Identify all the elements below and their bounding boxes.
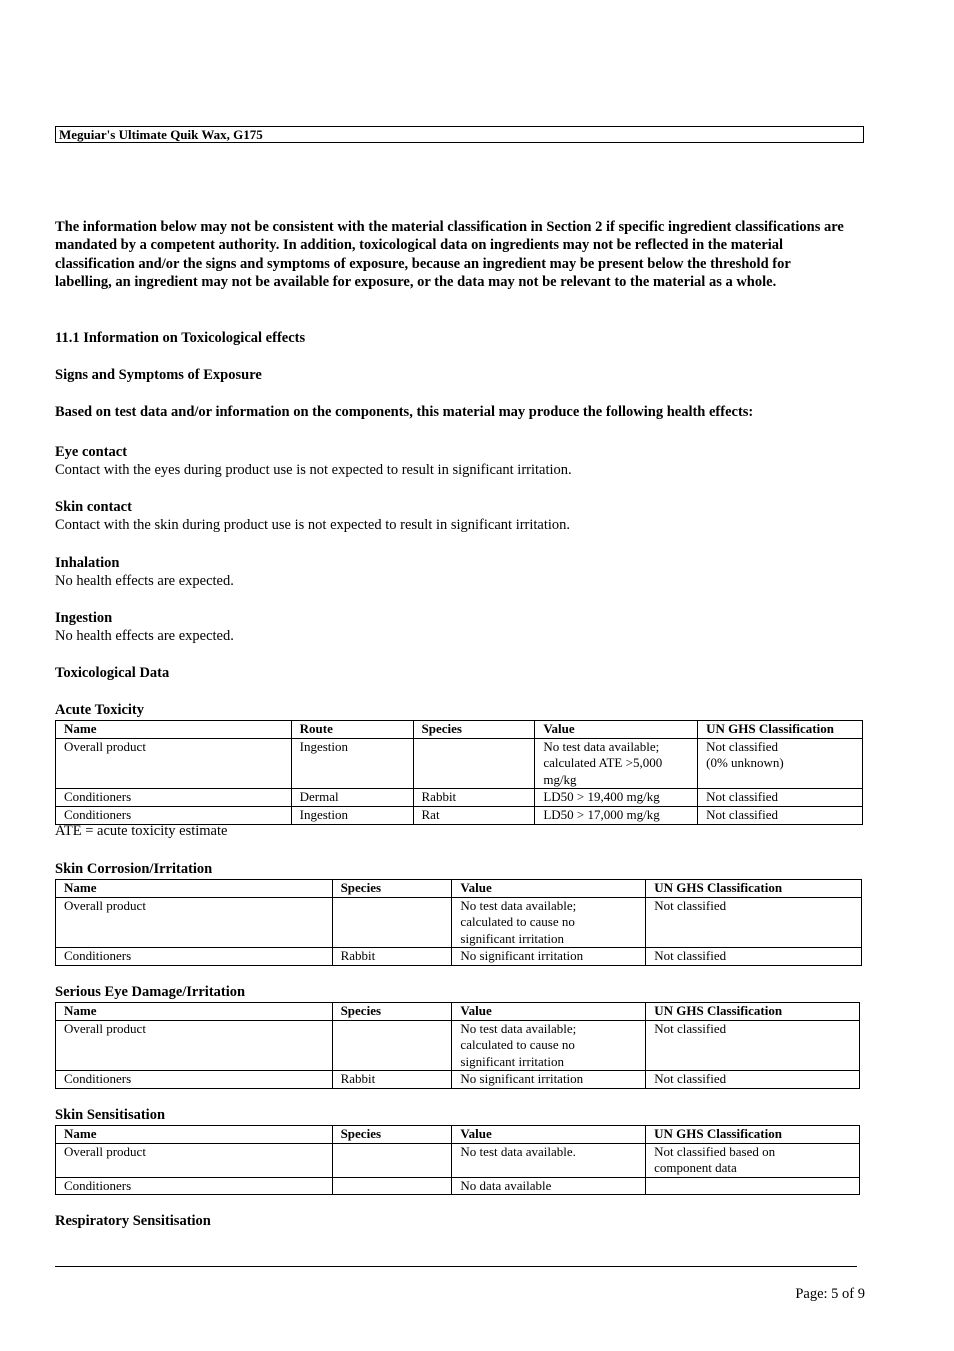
column-header: UN GHS Classification [698, 721, 863, 739]
table-cell: Conditioners [56, 1177, 333, 1195]
acute-toxicity-title: Acute Toxicity [55, 702, 145, 718]
column-header: Value [535, 721, 698, 739]
column-header: UN GHS Classification [646, 880, 862, 898]
table-cell: No significant irritation [452, 1071, 646, 1089]
effect-title: Inhalation [55, 555, 120, 571]
table-cell: Conditioners [56, 1071, 333, 1089]
table-cell: Not classified [646, 897, 862, 948]
table-header-row [56, 1003, 860, 1021]
effect-title: Eye contact [55, 444, 128, 460]
table-row [56, 1177, 860, 1195]
table-cell: Dermal [291, 789, 413, 807]
toxicological-data-title: Toxicological Data [55, 665, 170, 681]
effect-text: No health effects are expected. [55, 573, 234, 589]
skin-corrosion-title: Skin Corrosion/Irritation [55, 861, 213, 877]
table-cell: Overall product [56, 897, 333, 948]
table-row [56, 1071, 860, 1089]
table-row [56, 1020, 860, 1071]
column-header: Name [56, 721, 292, 739]
table-cell: Conditioners [56, 948, 333, 966]
table-cell [646, 1177, 860, 1195]
table-cell: No significant irritation [452, 948, 646, 966]
column-header: UN GHS Classification [646, 1003, 860, 1021]
table-cell [332, 897, 452, 948]
skin-sensitisation-table [55, 1125, 860, 1195]
table-cell: No test data available; calculated to cause no significant irritation [452, 897, 646, 948]
effect-text: Contact with the skin during product use is not expected to result in significant irritation. [55, 517, 571, 533]
column-header: Species [332, 1003, 452, 1021]
column-header: UN GHS Classification [646, 1126, 860, 1144]
column-header: Value [452, 1003, 646, 1021]
skin-sensitisation-title: Skin Sensitisation [55, 1107, 166, 1123]
column-header: Species [332, 880, 452, 898]
table-cell: Overall product [56, 1020, 333, 1071]
effect-skin-contact [55, 498, 845, 534]
acute-toxicity-table [55, 720, 863, 825]
table-header-row [56, 880, 862, 898]
table-row [56, 897, 862, 948]
table-cell: Ingestion [291, 738, 413, 789]
table-cell: No test data available. [452, 1143, 646, 1177]
table-cell: Rat [413, 806, 535, 824]
table-cell: Not classified [698, 806, 863, 824]
effect-text: Contact with the eyes during product use is not expected to result in significant irritation. [55, 462, 572, 478]
table-row [56, 738, 863, 789]
effect-eye-contact [55, 443, 845, 479]
based-on-statement: Based on test data and/or information on the components, this material may produce the following health effects: [55, 404, 754, 420]
table-row [56, 1143, 860, 1177]
ate-note: ATE = acute toxicity estimate [55, 823, 228, 839]
product-header [55, 126, 864, 143]
table-cell [332, 1143, 452, 1177]
respiratory-sensitisation-title: Respiratory Sensitisation [55, 1213, 211, 1229]
skin-corrosion-table [55, 879, 862, 966]
column-header: Species [413, 721, 535, 739]
table-cell: Rabbit [413, 789, 535, 807]
product-name: Meguiar's Ultimate Quik Wax, G175 [59, 127, 263, 142]
table-cell: Rabbit [332, 1071, 452, 1089]
section-title: 11.1 Information on Toxicological effects [55, 330, 306, 346]
eye-damage-title: Serious Eye Damage/Irritation [55, 984, 246, 1000]
table-cell [413, 738, 535, 789]
effect-title: Ingestion [55, 610, 113, 626]
column-header: Value [452, 880, 646, 898]
table-cell: Ingestion [291, 806, 413, 824]
column-header: Route [291, 721, 413, 739]
effect-ingestion [55, 609, 845, 645]
table-header-row [56, 721, 863, 739]
table-cell: No test data available; calculated to cause no significant irritation [452, 1020, 646, 1071]
column-header: Name [56, 1126, 333, 1144]
table-cell: Not classified [646, 1020, 860, 1071]
column-header: Value [452, 1126, 646, 1144]
table-cell: Overall product [56, 1143, 333, 1177]
footer-divider [55, 1266, 857, 1267]
table-cell: Not classified based on component data [646, 1143, 860, 1177]
effect-text: No health effects are expected. [55, 628, 234, 644]
intro-paragraph: The information below may not be consistent with the material classification in Section 2 if specific ingredient classifications are mandated by a competent authority. In addition, toxicological data on ingredients may not be reflected in the material classification and/or the signs and symptoms of exposure, because an ingredient may be present below the threshold for labelling, an ingredient may not be available for exposure, or the data may not be relevant to the material as a whole. [55, 219, 844, 291]
page-number: Page: 5 of 9 [795, 1286, 865, 1302]
table-cell: Overall product [56, 738, 292, 789]
column-header: Species [332, 1126, 452, 1144]
table-row [56, 948, 862, 966]
table-cell: LD50 > 17,000 mg/kg [535, 806, 698, 824]
table-cell: Rabbit [332, 948, 452, 966]
eye-damage-table [55, 1002, 860, 1089]
table-row [56, 789, 863, 807]
table-cell: Not classified [646, 948, 862, 966]
table-cell: Not classified [646, 1071, 860, 1089]
table-cell [332, 1020, 452, 1071]
effect-title: Skin contact [55, 499, 132, 515]
table-cell: No data available [452, 1177, 646, 1195]
table-cell: Not classified (0% unknown) [698, 738, 863, 789]
table-cell: No test data available; calculated ATE >5,000 mg/kg [535, 738, 698, 789]
effect-inhalation [55, 554, 845, 590]
column-header: Name [56, 880, 333, 898]
table-cell: LD50 > 19,400 mg/kg [535, 789, 698, 807]
table-cell: Conditioners [56, 806, 292, 824]
table-cell: Conditioners [56, 789, 292, 807]
table-cell [332, 1177, 452, 1195]
table-cell: Not classified [698, 789, 863, 807]
column-header: Name [56, 1003, 333, 1021]
table-header-row [56, 1126, 860, 1144]
signs-title: Signs and Symptoms of Exposure [55, 367, 262, 383]
